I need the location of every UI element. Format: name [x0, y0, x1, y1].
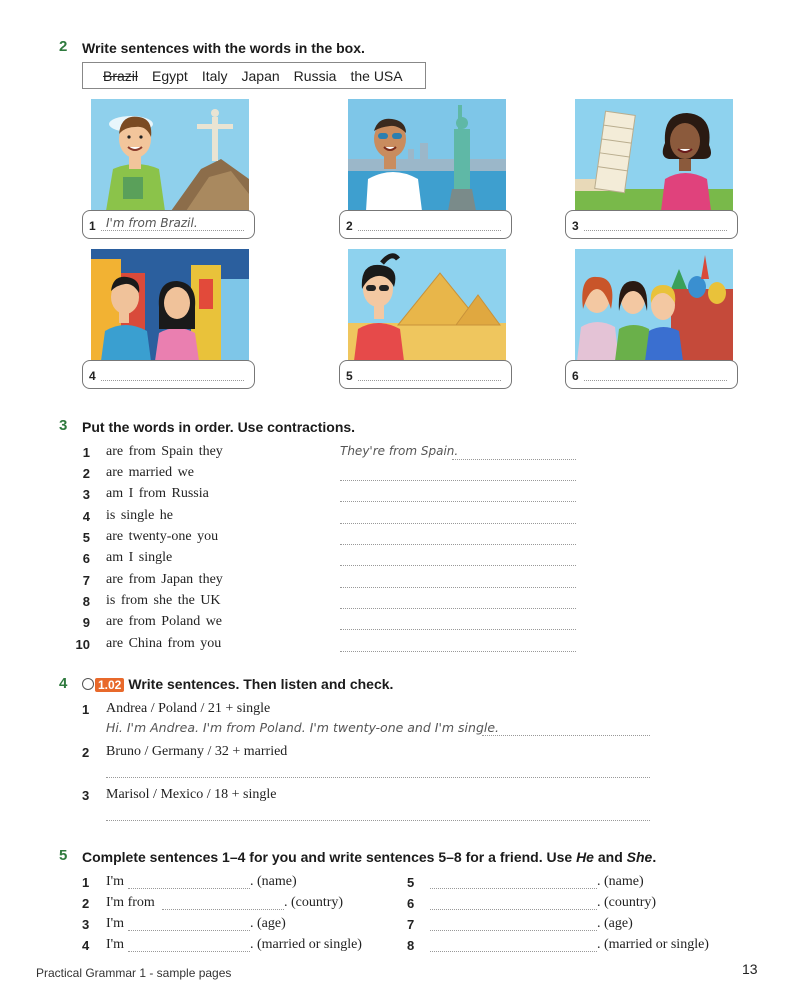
jumbled-words: am I from Russia	[106, 486, 209, 501]
answer-line[interactable]	[340, 480, 576, 481]
answer-box-1[interactable]	[82, 210, 255, 239]
exercise-2-number: 2	[59, 38, 68, 55]
item-number: 1	[82, 702, 90, 717]
answer-box-2[interactable]	[339, 210, 512, 239]
exercise-5-title-end: .	[652, 849, 657, 865]
list-item	[407, 874, 727, 895]
list-item	[0, 485, 796, 506]
sentence-prefix: I'm	[106, 874, 125, 889]
sentence-hint: . (married or single)	[250, 937, 362, 952]
exercise-3-number: 3	[59, 417, 68, 434]
item-number: 8	[407, 938, 415, 953]
sentence-hint: . (age)	[597, 916, 633, 931]
jumbled-words: are from Japan they	[106, 572, 223, 587]
list-item	[0, 443, 796, 464]
answer-line	[584, 230, 727, 231]
answer-line[interactable]	[482, 735, 650, 736]
answer-box-number: 3	[572, 219, 579, 233]
exercise-5-title-and: and	[593, 849, 627, 865]
answer-line[interactable]	[430, 888, 597, 889]
jumbled-words: are China from you	[106, 636, 222, 651]
list-item	[0, 549, 796, 570]
answer-line[interactable]	[106, 777, 650, 778]
list-item	[82, 937, 382, 958]
item-number: 2	[82, 466, 90, 481]
answer-line[interactable]	[340, 587, 576, 588]
list-item	[407, 895, 727, 916]
item-number: 9	[82, 615, 90, 630]
jumbled-words: are twenty-one you	[106, 529, 219, 544]
couple-in-tokyo-picture	[91, 249, 249, 361]
answer-line[interactable]	[340, 565, 576, 566]
sentence-prefix: I'm from	[106, 895, 155, 910]
example-answer: They're from Spain.	[340, 444, 459, 458]
answer-line[interactable]	[340, 523, 576, 524]
word-box-item: Italy	[201, 67, 228, 84]
list-item	[0, 507, 796, 528]
answer-line	[101, 380, 244, 381]
list-item	[0, 592, 796, 613]
exercise-3-title: Put the words in order. Use contractions.	[82, 419, 356, 435]
list-item	[407, 916, 727, 937]
list-item	[0, 613, 796, 634]
jumbled-words: is from she the UK	[106, 593, 221, 608]
item-number: 7	[407, 917, 415, 932]
answer-line	[358, 230, 501, 231]
sentence-hint: . (name)	[250, 874, 297, 889]
answer-box-4[interactable]	[82, 360, 255, 389]
sentence-prefix: I'm	[106, 916, 125, 931]
answer-box-3[interactable]	[565, 210, 738, 239]
prompt-text: Bruno / Germany / 32 + married	[106, 744, 288, 759]
exercise-2-title: Write sentences with the words in the box.	[82, 40, 365, 56]
word-box-item: Brazil	[103, 67, 139, 84]
exercise-4-title	[82, 676, 393, 692]
jumbled-words: are from Poland we	[106, 614, 223, 629]
exercise-5-number: 5	[59, 847, 68, 864]
answer-line[interactable]	[452, 459, 576, 460]
answer-line[interactable]	[340, 544, 576, 545]
item-number: 2	[82, 745, 90, 760]
list-item	[82, 895, 382, 916]
answer-line[interactable]	[128, 951, 250, 952]
answer-box-number: 2	[346, 219, 353, 233]
list-item	[82, 874, 382, 895]
item-number: 5	[82, 530, 90, 545]
word-box-item: Egypt	[152, 67, 188, 84]
answer-line[interactable]	[430, 930, 597, 931]
answer-line	[101, 230, 244, 231]
answer-line[interactable]	[128, 930, 250, 931]
sentence-hint: . (country)	[597, 895, 657, 910]
sentence-prefix: I'm	[106, 937, 125, 952]
pronoun-she: She	[626, 849, 653, 865]
answer-line[interactable]	[162, 909, 284, 910]
item-number: 3	[82, 788, 90, 803]
item-number: 1	[82, 875, 90, 890]
item-number: 6	[407, 896, 415, 911]
answer-box-6[interactable]	[565, 360, 738, 389]
footer-text: Practical Grammar 1 - sample pages	[36, 966, 232, 980]
woman-with-leaning-tower-picture	[575, 99, 733, 211]
answer-line[interactable]	[106, 820, 650, 821]
example-answer: Hi. I'm Andrea. I'm from Poland. I'm twenty-one and I'm single.	[106, 720, 500, 735]
jumbled-words: are married we	[106, 465, 194, 480]
answer-line[interactable]	[340, 651, 576, 652]
exercise-5-title	[82, 849, 656, 865]
prompt-text: Andrea / Poland / 21 + single	[106, 701, 271, 716]
man-with-christ-redeemer-picture	[91, 99, 249, 211]
list-item	[0, 571, 796, 592]
list-item	[0, 528, 796, 549]
sentence-hint: . (country)	[284, 895, 344, 910]
exercise-4-number: 4	[59, 675, 68, 692]
answer-line[interactable]	[430, 951, 597, 952]
page-number: 13	[742, 961, 758, 977]
item-number: 1	[82, 445, 90, 460]
list-item	[82, 916, 382, 937]
item-number: 8	[82, 594, 90, 609]
pronoun-he: He	[576, 849, 594, 865]
prompt-text: Marisol / Mexico / 18 + single	[106, 787, 277, 802]
answer-line[interactable]	[340, 629, 576, 630]
word-box-item: the USA	[350, 67, 403, 84]
exercise-4-title-text: Write sentences. Then listen and check.	[128, 676, 394, 692]
sentence-hint: . (married or single)	[597, 937, 709, 952]
item-number: 10	[75, 637, 90, 652]
list-item	[407, 937, 727, 958]
sentence-hint: . (age)	[250, 916, 286, 931]
word-box-item: Russia	[293, 67, 337, 84]
answer-box-example: I'm from Brazil.	[106, 216, 198, 230]
answer-box-5[interactable]	[339, 360, 512, 389]
cd-icon	[82, 678, 94, 690]
jumbled-words: is single he	[106, 508, 173, 523]
answer-box-number: 5	[346, 369, 353, 383]
jumbled-words: are from Spain they	[106, 444, 223, 459]
item-number: 6	[82, 551, 90, 566]
track-badge[interactable]: 1.02	[95, 678, 124, 692]
word-box	[82, 62, 426, 89]
word-box-item: Japan	[241, 67, 280, 84]
answer-box-number: 6	[572, 369, 579, 383]
list-item	[0, 464, 796, 485]
item-number: 4	[82, 938, 90, 953]
answer-line[interactable]	[430, 909, 597, 910]
item-number: 4	[82, 509, 90, 524]
answer-box-number: 1	[89, 219, 96, 233]
answer-line[interactable]	[340, 608, 576, 609]
item-number: 3	[82, 487, 90, 502]
man-with-statue-of-liberty-picture	[348, 99, 506, 211]
item-number: 2	[82, 896, 90, 911]
item-number: 3	[82, 917, 90, 932]
answer-box-number: 4	[89, 369, 96, 383]
exercise-5-title-text: Complete sentences 1–4 for you and write sentences 5–8 for a friend. Use	[82, 849, 577, 865]
answer-line[interactable]	[128, 888, 250, 889]
list-item	[0, 635, 796, 656]
answer-line[interactable]	[340, 501, 576, 502]
jumbled-words: am I single	[106, 550, 173, 565]
item-number: 5	[407, 875, 415, 890]
item-number: 7	[82, 573, 90, 588]
answer-line	[358, 380, 501, 381]
friends-with-st-basils-picture	[575, 249, 733, 361]
sentence-hint: . (name)	[597, 874, 644, 889]
answer-line	[584, 380, 727, 381]
woman-with-pyramids-picture	[348, 249, 506, 361]
